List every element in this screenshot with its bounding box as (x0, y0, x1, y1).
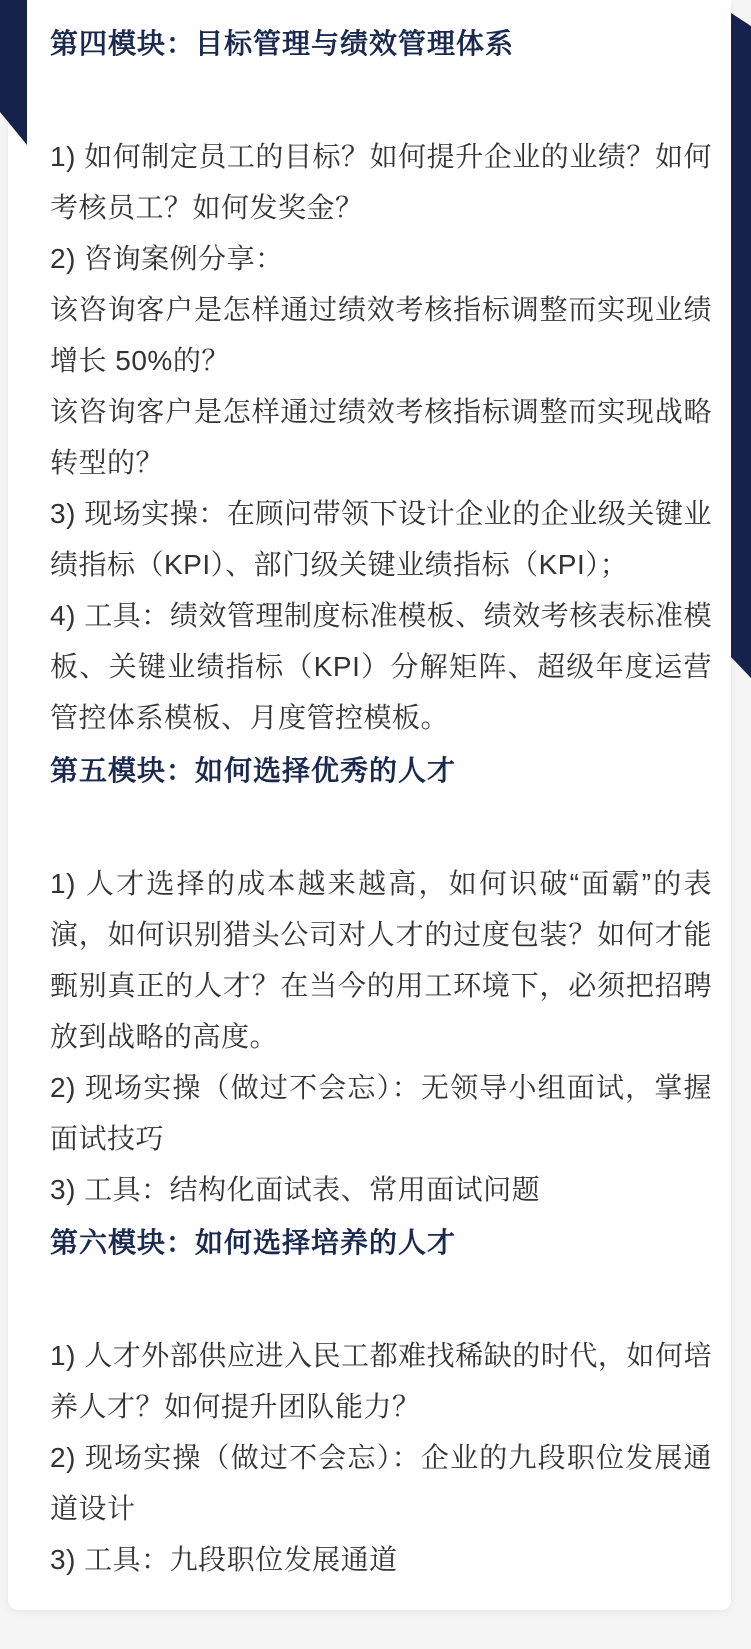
module-heading: 第五模块：如何选择优秀的人才 (50, 755, 457, 786)
module-section-4 (50, 22, 712, 743)
module-section-5 (50, 749, 712, 1215)
module-paragraph: 1) 人才选择的成本越来越高，如何识破“面霸”的表演，如何识别猎头公司对人才的过度包装？如何才能甄别真正的人才？在当今的用工环境下，必须把招聘放到战略的高度。 (50, 868, 712, 1052)
module-heading: 第六模块：如何选择培养的人才 (50, 1227, 457, 1258)
right-ribbon-decoration (731, 13, 751, 678)
module-paragraph: 3) 现场实操：在顾问带领下设计企业的企业级关键业绩指标（KPI）、部门级关键业绩指标（KPI）； (50, 498, 712, 580)
module-paragraph: 4) 工具：绩效管理制度标准模板、绩效考核表标准模板、关键业绩指标（KPI）分解矩阵、超级年度运营管控体系模板、月度管控模板。 (50, 600, 712, 733)
module-paragraph: 2) 现场实操（做过不会忘）：企业的九段职位发展通道设计 (50, 1442, 712, 1524)
content-card (8, 0, 731, 1610)
module-paragraph: 1) 如何制定员工的目标？如何提升企业的业绩？如何考核员工？如何发奖金？ (50, 141, 712, 223)
module-paragraph: 该咨询客户是怎样通过绩效考核指标调整而实现战略转型的？ (50, 396, 712, 478)
module-paragraph: 3) 工具：九段职位发展通道 (50, 1544, 398, 1575)
module-section-6 (50, 1221, 712, 1585)
module-paragraph: 该咨询客户是怎样通过绩效考核指标调整而实现业绩增长 50%的？ (50, 294, 712, 376)
module-paragraph: 2) 咨询案例分享： (50, 243, 284, 274)
module-paragraph: 3) 工具：结构化面试表、常用面试问题 (50, 1174, 541, 1205)
module-paragraph: 2) 现场实操（做过不会忘）：无领导小组面试，掌握面试技巧 (50, 1072, 712, 1154)
left-ribbon-decoration (0, 0, 27, 145)
module-paragraph: 1) 人才外部供应进入民工都难找稀缺的时代，如何培养人才？如何提升团队能力？ (50, 1340, 712, 1422)
module-heading: 第四模块：目标管理与绩效管理体系 (50, 28, 515, 59)
